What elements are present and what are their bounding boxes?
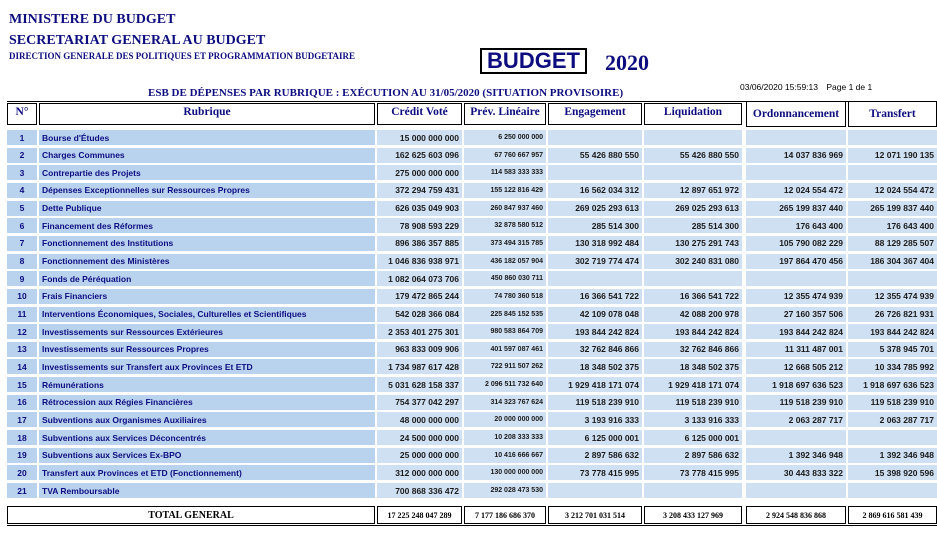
cell-n: 13	[7, 342, 37, 357]
total-prev: 7 177 186 686 370	[464, 506, 546, 524]
secretariat-title: SECRETARIAT GENERAL AU BUDGET	[9, 33, 266, 48]
table-row	[7, 236, 937, 251]
cell-transfert: 12 071 190 135	[848, 148, 937, 163]
cell-n: 7	[7, 236, 37, 251]
cell-rubrique: Investissements sur Ressources Propres	[39, 342, 375, 357]
cell-liquidation: 32 762 846 866	[644, 342, 742, 357]
col-header-transfert: Transfert	[848, 101, 937, 127]
cell-n: 14	[7, 359, 37, 374]
cell-transfert: 176 643 400	[848, 218, 937, 233]
cell-engagement: 16 366 541 722	[548, 289, 642, 304]
cell-prev: 260 847 937 460	[464, 201, 546, 216]
cell-ordonnancement	[746, 483, 846, 498]
cell-ordonnancement: 30 443 833 322	[746, 465, 846, 480]
cell-rubrique: Interventions Économiques, Sociales, Culturelles et Scientifiques	[39, 307, 375, 322]
cell-rubrique: Dette Publique	[39, 201, 375, 216]
cell-liquidation: 55 426 880 550	[644, 148, 742, 163]
cell-rubrique: Investissements sur Transfert aux Provinces Et ETD	[39, 359, 375, 374]
cell-transfert: 193 844 242 824	[848, 324, 937, 339]
direction-title: DIRECTION GENERALE DES POLITIQUES ET PROGRAMMATION BUDGETAIRE	[9, 51, 356, 61]
cell-rubrique: Subventions aux Services Déconcentrés	[39, 430, 375, 445]
cell-n: 21	[7, 483, 37, 498]
cell-credit: 48 000 000 000	[377, 412, 462, 427]
cell-rubrique: TVA Remboursable	[39, 483, 375, 498]
cell-liquidation	[644, 165, 742, 180]
cell-liquidation	[644, 483, 742, 498]
cell-prev: 20 000 000 000	[464, 412, 546, 427]
cell-prev: 980 583 864 709	[464, 324, 546, 339]
footer-rule	[7, 525, 937, 526]
cell-liquidation: 2 897 586 632	[644, 448, 742, 463]
cell-engagement: 6 125 000 001	[548, 430, 642, 445]
table-row	[7, 483, 937, 498]
table-row	[7, 183, 937, 198]
cell-n: 3	[7, 165, 37, 180]
col-header-rubrique: Rubrique	[39, 103, 375, 125]
cell-n: 12	[7, 324, 37, 339]
cell-transfert: 10 334 785 992	[848, 359, 937, 374]
cell-n: 9	[7, 271, 37, 286]
table-row	[7, 289, 937, 304]
table-row	[7, 130, 937, 145]
report-timestamp: 03/06/2020 15:59:13	[740, 82, 818, 92]
cell-prev: 225 845 152 535	[464, 307, 546, 322]
cell-engagement: 269 025 293 613	[548, 201, 642, 216]
budget-year: 2020	[605, 50, 649, 75]
table-row	[7, 430, 937, 445]
table-row	[7, 201, 937, 216]
total-transfert: 2 869 616 581 439	[848, 506, 937, 524]
cell-ordonnancement: 176 643 400	[746, 218, 846, 233]
table-row	[7, 271, 937, 286]
cell-liquidation: 119 518 239 910	[644, 395, 742, 410]
table-row	[7, 148, 937, 163]
cell-transfert: 5 378 945 701	[848, 342, 937, 357]
col-header-num: N°	[7, 103, 37, 125]
cell-prev: 114 583 333 333	[464, 165, 546, 180]
cell-engagement: 42 109 078 048	[548, 307, 642, 322]
total-label: TOTAL GENERAL	[7, 506, 375, 524]
cell-prev: 10 416 666 667	[464, 448, 546, 463]
cell-credit: 963 833 009 906	[377, 342, 462, 357]
cell-n: 19	[7, 448, 37, 463]
cell-liquidation	[644, 271, 742, 286]
cell-ordonnancement: 193 844 242 824	[746, 324, 846, 339]
cell-credit: 15 000 000 000	[377, 130, 462, 145]
cell-engagement: 285 514 300	[548, 218, 642, 233]
cell-credit: 162 625 603 096	[377, 148, 462, 163]
table-row	[7, 377, 937, 392]
cell-transfert: 1 918 697 636 523	[848, 377, 937, 392]
cell-engagement: 32 762 846 866	[548, 342, 642, 357]
cell-n: 20	[7, 465, 37, 480]
cell-prev: 67 760 667 957	[464, 148, 546, 163]
table-row	[7, 254, 937, 269]
cell-transfert: 265 199 837 440	[848, 201, 937, 216]
cell-ordonnancement: 12 668 505 212	[746, 359, 846, 374]
cell-engagement: 73 778 415 995	[548, 465, 642, 480]
cell-prev: 32 878 580 512	[464, 218, 546, 233]
cell-prev: 130 000 000 000	[464, 465, 546, 480]
cell-engagement: 1 929 418 171 074	[548, 377, 642, 392]
report-subtitle: ESB DE DÉPENSES PAR RUBRIQUE : EXÉCUTION AU 31/05/2020 (SITUATION PROVISOIRE)	[148, 87, 624, 99]
cell-credit: 25 000 000 000	[377, 448, 462, 463]
cell-liquidation: 6 125 000 001	[644, 430, 742, 445]
cell-engagement: 3 193 916 333	[548, 412, 642, 427]
cell-prev: 450 860 030 711	[464, 271, 546, 286]
cell-transfert: 1 392 346 948	[848, 448, 937, 463]
cell-prev: 74 780 360 518	[464, 289, 546, 304]
cell-rubrique: Fonds de Péréquation	[39, 271, 375, 286]
cell-engagement: 119 518 239 910	[548, 395, 642, 410]
cell-transfert: 12 355 474 939	[848, 289, 937, 304]
cell-ordonnancement: 11 311 487 001	[746, 342, 846, 357]
page-indicator: Page 1 de 1	[826, 82, 873, 92]
table-row	[7, 448, 937, 463]
cell-rubrique: Charges Communes	[39, 148, 375, 163]
cell-credit: 700 868 336 472	[377, 483, 462, 498]
cell-transfert: 2 063 287 717	[848, 412, 937, 427]
cell-transfert	[848, 130, 937, 145]
cell-engagement: 302 719 774 474	[548, 254, 642, 269]
cell-transfert	[848, 430, 937, 445]
cell-transfert: 12 024 554 472	[848, 183, 937, 198]
cell-transfert	[848, 271, 937, 286]
cell-liquidation: 18 348 502 375	[644, 359, 742, 374]
cell-ordonnancement: 12 355 474 939	[746, 289, 846, 304]
table-row	[7, 165, 937, 180]
total-credit: 17 225 248 047 289	[377, 506, 462, 524]
table-row	[7, 324, 937, 339]
cell-transfert: 15 398 920 596	[848, 465, 937, 480]
cell-transfert: 88 129 285 507	[848, 236, 937, 251]
cell-engagement: 130 318 992 484	[548, 236, 642, 251]
cell-engagement: 193 844 242 824	[548, 324, 642, 339]
cell-rubrique: Bourse d'Études	[39, 130, 375, 145]
cell-ordonnancement: 27 160 357 506	[746, 307, 846, 322]
cell-credit: 312 000 000 000	[377, 465, 462, 480]
table-row	[7, 359, 937, 374]
cell-engagement: 55 426 880 550	[548, 148, 642, 163]
cell-rubrique: Subventions aux Organismes Auxiliaires	[39, 412, 375, 427]
cell-credit: 179 472 865 244	[377, 289, 462, 304]
cell-rubrique: Rémunérations	[39, 377, 375, 392]
cell-credit: 2 353 401 275 301	[377, 324, 462, 339]
cell-credit: 78 908 593 229	[377, 218, 462, 233]
cell-transfert: 186 304 367 404	[848, 254, 937, 269]
cell-liquidation: 12 897 651 972	[644, 183, 742, 198]
cell-ordonnancement: 12 024 554 472	[746, 183, 846, 198]
cell-ordonnancement: 105 790 082 229	[746, 236, 846, 251]
cell-rubrique: Contrepartie des Projets	[39, 165, 375, 180]
cell-credit: 372 294 759 431	[377, 183, 462, 198]
table-row	[7, 307, 937, 322]
cell-n: 17	[7, 412, 37, 427]
col-header-prev: Prév. Linéaire	[464, 103, 546, 125]
cell-ordonnancement: 265 199 837 440	[746, 201, 846, 216]
cell-rubrique: Investissements sur Ressources Extérieures	[39, 324, 375, 339]
cell-engagement: 18 348 502 375	[548, 359, 642, 374]
cell-liquidation: 16 366 541 722	[644, 289, 742, 304]
cell-engagement	[548, 483, 642, 498]
cell-prev: 314 323 767 624	[464, 395, 546, 410]
cell-liquidation: 130 275 291 743	[644, 236, 742, 251]
cell-n: 10	[7, 289, 37, 304]
cell-prev: 401 597 087 461	[464, 342, 546, 357]
cell-n: 11	[7, 307, 37, 322]
cell-rubrique: Financement des Réformes	[39, 218, 375, 233]
cell-n: 1	[7, 130, 37, 145]
cell-credit: 1 734 987 617 428	[377, 359, 462, 374]
col-header-ordonnancement: Ordonnancement	[746, 101, 846, 127]
table-row	[7, 412, 937, 427]
cell-transfert: 119 518 239 910	[848, 395, 937, 410]
cell-prev: 722 911 507 262	[464, 359, 546, 374]
table-row	[7, 465, 937, 480]
cell-ordonnancement: 1 392 346 948	[746, 448, 846, 463]
total-ordonnancement: 2 924 548 836 868	[746, 506, 846, 524]
ministry-title: MINISTERE DU BUDGET	[9, 12, 176, 27]
total-liquidation: 3 208 433 127 969	[644, 506, 742, 524]
cell-prev: 292 028 473 530	[464, 483, 546, 498]
cell-credit: 1 082 064 073 706	[377, 271, 462, 286]
table-row	[7, 342, 937, 357]
cell-rubrique: Frais Financiers	[39, 289, 375, 304]
cell-engagement: 16 562 034 312	[548, 183, 642, 198]
cell-liquidation: 302 240 831 080	[644, 254, 742, 269]
cell-ordonnancement: 2 063 287 717	[746, 412, 846, 427]
cell-engagement: 2 897 586 632	[548, 448, 642, 463]
cell-engagement	[548, 271, 642, 286]
report-meta	[740, 82, 878, 92]
col-header-liquidation: Liquidation	[644, 103, 742, 125]
cell-transfert	[848, 483, 937, 498]
cell-n: 4	[7, 183, 37, 198]
cell-rubrique: Fonctionnement des Institutions	[39, 236, 375, 251]
cell-liquidation: 269 025 293 613	[644, 201, 742, 216]
col-header-credit: Crédit Voté	[377, 103, 462, 125]
cell-prev: 10 208 333 333	[464, 430, 546, 445]
cell-liquidation: 193 844 242 824	[644, 324, 742, 339]
total-engagement: 3 212 701 031 514	[548, 506, 642, 524]
cell-liquidation: 73 778 415 995	[644, 465, 742, 480]
col-header-engagement: Engagement	[548, 103, 642, 125]
cell-liquidation: 42 088 200 978	[644, 307, 742, 322]
cell-transfert	[848, 165, 937, 180]
cell-ordonnancement	[746, 430, 846, 445]
cell-prev: 6 250 000 000	[464, 130, 546, 145]
cell-ordonnancement	[746, 271, 846, 286]
cell-prev: 2 096 511 732 640	[464, 377, 546, 392]
cell-prev: 155 122 816 429	[464, 183, 546, 198]
cell-ordonnancement	[746, 130, 846, 145]
cell-credit: 24 500 000 000	[377, 430, 462, 445]
cell-n: 8	[7, 254, 37, 269]
cell-ordonnancement: 14 037 836 969	[746, 148, 846, 163]
cell-rubrique: Subventions aux Services Ex-BPO	[39, 448, 375, 463]
table-row	[7, 218, 937, 233]
cell-ordonnancement: 119 518 239 910	[746, 395, 846, 410]
cell-ordonnancement: 197 864 470 456	[746, 254, 846, 269]
cell-liquidation: 285 514 300	[644, 218, 742, 233]
cell-liquidation	[644, 130, 742, 145]
cell-transfert: 26 726 821 931	[848, 307, 937, 322]
cell-credit: 5 031 628 158 337	[377, 377, 462, 392]
cell-n: 5	[7, 201, 37, 216]
cell-rubrique: Dépenses Exceptionnelles sur Ressources Propres	[39, 183, 375, 198]
cell-credit: 275 000 000 000	[377, 165, 462, 180]
cell-n: 18	[7, 430, 37, 445]
cell-n: 6	[7, 218, 37, 233]
cell-rubrique: Transfert aux Provinces et ETD (Fonctionnement)	[39, 465, 375, 480]
cell-ordonnancement: 1 918 697 636 523	[746, 377, 846, 392]
cell-credit: 1 046 836 938 971	[377, 254, 462, 269]
cell-n: 2	[7, 148, 37, 163]
cell-liquidation: 3 133 916 333	[644, 412, 742, 427]
cell-credit: 754 377 042 297	[377, 395, 462, 410]
table-row	[7, 395, 937, 410]
cell-ordonnancement	[746, 165, 846, 180]
cell-credit: 626 035 049 903	[377, 201, 462, 216]
cell-rubrique: Fonctionnement des Ministères	[39, 254, 375, 269]
cell-engagement	[548, 130, 642, 145]
cell-prev: 436 182 057 904	[464, 254, 546, 269]
cell-prev: 373 494 315 785	[464, 236, 546, 251]
cell-liquidation: 1 929 418 171 074	[644, 377, 742, 392]
total-row	[7, 506, 937, 524]
cell-n: 16	[7, 395, 37, 410]
cell-n: 15	[7, 377, 37, 392]
cell-engagement	[548, 165, 642, 180]
cell-credit: 542 028 366 084	[377, 307, 462, 322]
budget-label: BUDGET	[480, 48, 587, 74]
cell-rubrique: Rétrocession aux Régies Financières	[39, 395, 375, 410]
cell-credit: 896 386 357 885	[377, 236, 462, 251]
